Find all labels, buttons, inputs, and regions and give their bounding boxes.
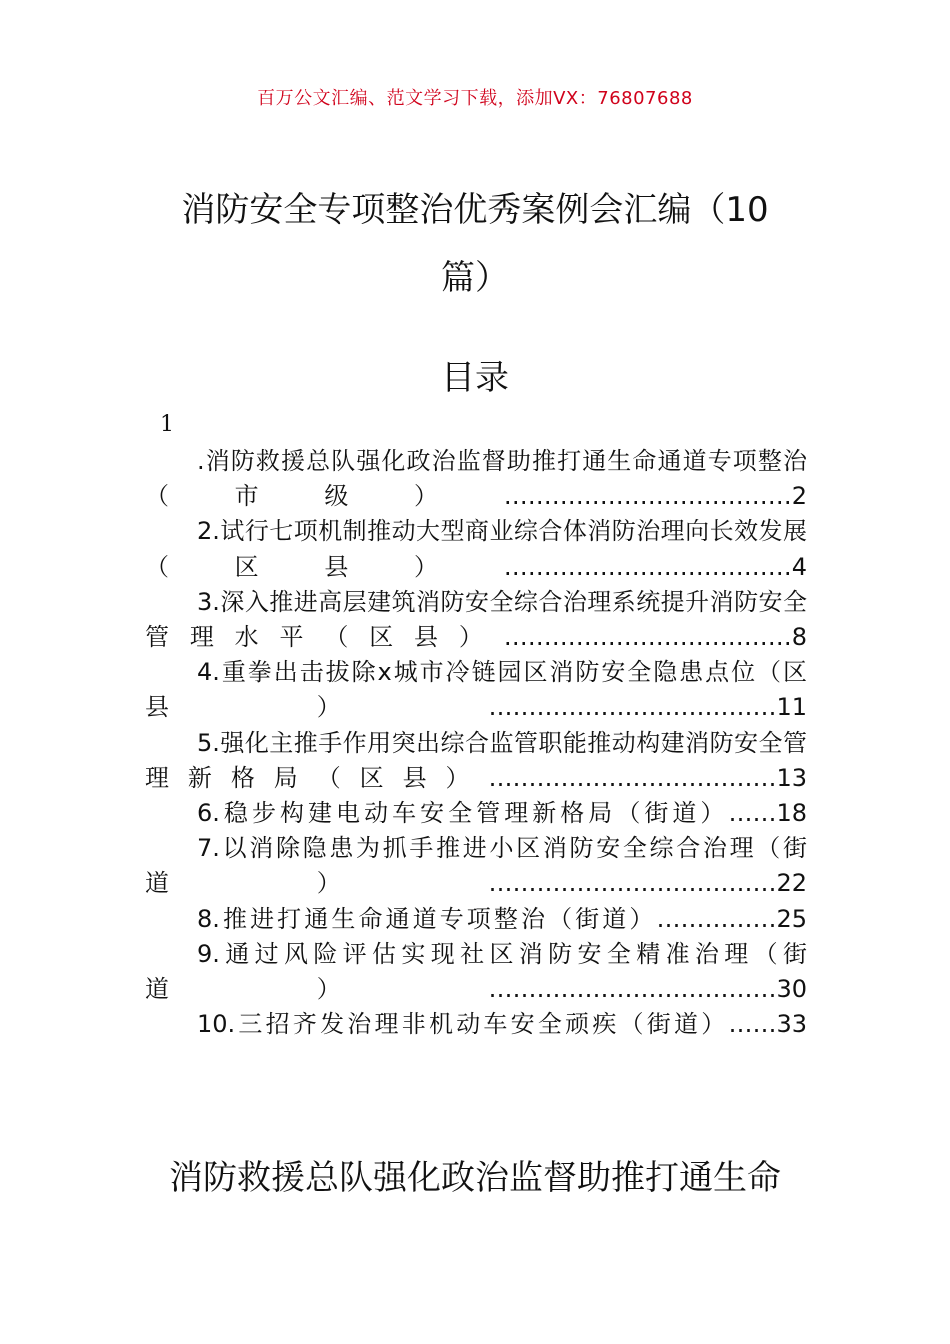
toc-entry-text: 9.通过风险评估实现社区消防安全精准治理（街道） <box>145 939 807 1004</box>
toc-entry[interactable] <box>145 585 807 655</box>
toc-leader-dots: …… <box>728 799 777 828</box>
toc-entry[interactable] <box>145 796 807 831</box>
toc-entry[interactable] <box>145 937 807 1007</box>
header-note: 百万公文汇编、范文学习下载，添加VX：76807688 <box>257 88 693 109</box>
toc-entry-text: 6.稳步构建电动车安全管理新格局（街道） <box>197 799 729 828</box>
toc-leader-dots: …………… <box>656 904 777 933</box>
toc-entry-text: 4.重拳出击拔除x城市冷链园区消防安全隐患点位（区县） <box>145 658 807 722</box>
toc-entry-text: 5.强化主推手作用突出综合监管职能推动构建消防安全管理新格局（区县） <box>145 728 807 792</box>
toc-entry-page: 25 <box>776 904 807 933</box>
toc-entry-page: 2 <box>791 482 807 511</box>
toc-leader-dots: …… <box>728 1010 777 1039</box>
toc-entry[interactable] <box>145 444 807 514</box>
toc-entry-page: 13 <box>776 763 807 792</box>
toc-entry-page: 30 <box>776 975 807 1004</box>
toc-entry-page: 18 <box>776 799 807 828</box>
toc-entry[interactable] <box>145 726 807 796</box>
toc-leader-dots: ……………………………… <box>503 552 792 581</box>
document-title <box>150 176 800 312</box>
toc-entry[interactable] <box>145 655 807 725</box>
section-title: 消防救援总队强化政治监督助推打通生命 <box>169 1158 781 1198</box>
toc-leader-dots: ……………………………… <box>488 693 777 722</box>
toc-entry[interactable] <box>145 831 807 901</box>
toc-entry-page: 11 <box>776 693 807 722</box>
toc-entry-page: 22 <box>776 869 807 898</box>
toc-heading: 目录 <box>441 358 509 398</box>
footnote-number: 1 <box>160 412 174 437</box>
toc-entry-text: 7.以消除隐患为抓手推进小区消防安全综合治理（街道） <box>145 834 807 898</box>
toc-entry-text: 2.试行七项机制推动大型商业综合体消防治理向长效发展（区县） <box>145 517 807 581</box>
toc-entry-page: 4 <box>791 552 807 581</box>
document-title-line-2: 篇） <box>441 258 509 298</box>
toc-entry-page: 8 <box>791 623 807 652</box>
toc-entry[interactable] <box>145 514 807 584</box>
toc-entry-text: 3.深入推进高层建筑消防安全综合治理系统提升消防安全管理水平（区县） <box>145 587 807 652</box>
toc-entry-text: 10.三招齐发治理非机动车安全顽疾（街道） <box>197 1010 729 1039</box>
toc-entry[interactable] <box>145 1007 807 1042</box>
toc-entry-text: .消防救援总队强化政治监督助推打通生命通道专项整治（市级） <box>145 447 807 511</box>
document-title-line-1: 消防安全专项整治优秀案例会汇编（10 <box>181 190 769 230</box>
toc-leader-dots: ……………………………… <box>488 763 777 792</box>
table-of-contents <box>145 444 807 1042</box>
toc-leader-dots: ……………………………… <box>488 869 777 898</box>
toc-leader-dots: ……………………………… <box>503 482 792 511</box>
toc-entry-text: 8.推进打通生命通道专项整治（街道） <box>197 904 657 933</box>
toc-leader-dots: ……………………………… <box>488 975 777 1004</box>
toc-entry[interactable] <box>145 902 807 937</box>
toc-entry-page: 33 <box>776 1010 807 1039</box>
toc-leader-dots: ……………………………… <box>503 623 792 652</box>
